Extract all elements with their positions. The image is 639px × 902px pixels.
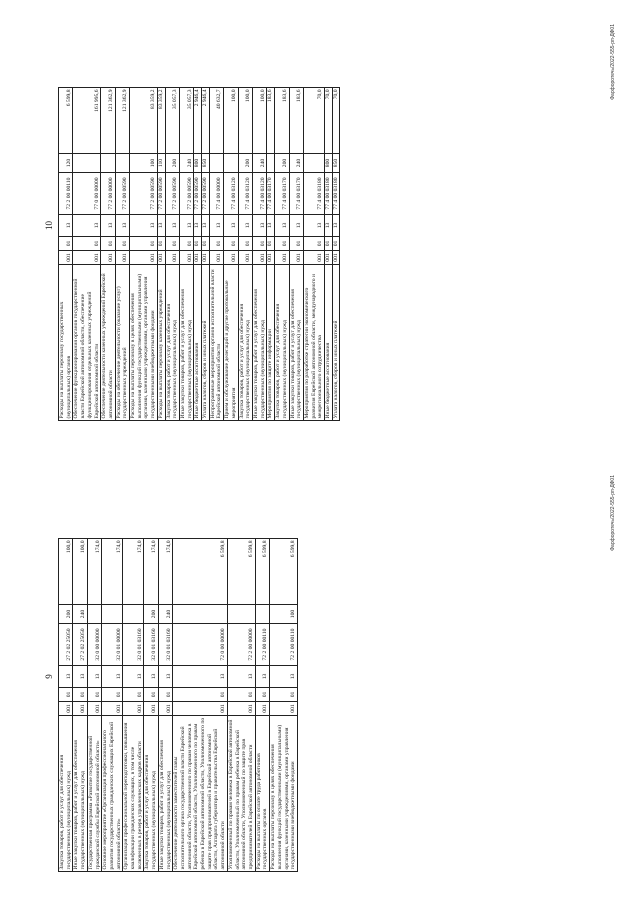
table-row <box>270 539 298 872</box>
section-cell: 01 <box>123 688 144 702</box>
amount-cell: 6 599,8 <box>227 539 255 605</box>
subsection-cell: 13 <box>173 666 228 688</box>
row-name-cell: Расходы на выплаты по оплате труда работников государственных органов <box>255 716 269 872</box>
code-cell: 001 <box>102 702 123 716</box>
expense-type-cell: 240 <box>252 154 266 173</box>
code-cell: 001 <box>73 251 101 265</box>
page-number: 9 <box>44 674 54 679</box>
code-cell: 001 <box>101 251 115 265</box>
row-name-cell: Расходы на обеспечение деятельности (оказание услуг) государственных учреждений <box>115 265 129 421</box>
section-cell: 01 <box>101 237 115 251</box>
expense-type-cell <box>102 605 123 624</box>
expense-type-cell <box>303 154 324 173</box>
target-article-cell: 27 2 02 25050 <box>73 624 87 666</box>
section-cell: 01 <box>173 688 228 702</box>
target-article-cell: 77 2 00 00590 <box>202 173 210 215</box>
row-name-cell: Закупка товаров, работ и услуг для обеспечения государственных (муниципальных) нужд <box>144 716 158 872</box>
expense-type-cell: 120 <box>59 154 73 173</box>
code-cell: 001 <box>202 251 210 265</box>
target-article-cell: 77 2 00 00590 <box>165 173 179 215</box>
subsection-cell: 13 <box>332 215 340 237</box>
target-article-cell: 72 2 00 00110 <box>255 624 269 666</box>
page-number: 10 <box>44 221 54 230</box>
subsection-cell: 13 <box>252 215 266 237</box>
table-row <box>130 88 158 421</box>
table-row <box>202 88 210 421</box>
code-cell: 001 <box>194 251 202 265</box>
table-row <box>289 88 303 421</box>
code-cell: 001 <box>123 702 144 716</box>
table-row <box>101 88 115 421</box>
subsection-cell: 13 <box>144 666 158 688</box>
expense-type-cell <box>123 605 144 624</box>
target-article-cell: 77 4 00 03120 <box>238 173 252 215</box>
code-cell: 001 <box>275 251 289 265</box>
table-row <box>224 88 238 421</box>
subsection-cell: 13 <box>59 666 73 688</box>
section-cell: 01 <box>255 688 269 702</box>
expense-type-cell: 110 <box>157 154 165 173</box>
code-cell: 001 <box>227 702 255 716</box>
table-row <box>59 88 73 421</box>
row-name-cell: Закупка товаров, работ и услуг для обеспечения государственных (муниципальных) нужд <box>59 716 73 872</box>
expense-type-cell <box>87 605 101 624</box>
table-row <box>173 539 228 872</box>
code-cell: 001 <box>87 702 101 716</box>
table-row <box>87 539 101 872</box>
row-name-cell: Мероприятия по защите информации <box>267 265 275 421</box>
expense-type-cell: 850 <box>332 154 340 173</box>
expense-type-cell: 240 <box>158 605 172 624</box>
row-name-cell: Закупка товаров, работ и услуг для обеспечения государственных (муниципальных) нужд <box>275 265 289 421</box>
section-cell: 01 <box>252 237 266 251</box>
expense-type-cell <box>115 154 129 173</box>
row-name-cell: Иные закупки товаров, работ и услуг для обеспечения государственных (муниципальных) нужд <box>158 716 172 872</box>
section-cell: 01 <box>59 237 73 251</box>
section-cell: 01 <box>275 237 289 251</box>
table-row <box>157 88 165 421</box>
code-cell: 001 <box>130 251 158 265</box>
section-cell: 01 <box>179 237 193 251</box>
code-cell: 001 <box>144 702 158 716</box>
amount-cell: 70,0 <box>325 88 333 154</box>
row-name-cell: Расходы на выплаты персоналу в целях обеспечения выполнения функций государственными (муниципальными) органами, казенными учреждениями, органами управления государственными внебюджетными фондами <box>270 716 298 872</box>
subsection-cell: 13 <box>123 666 144 688</box>
table-row <box>179 88 193 421</box>
row-name-cell: Иные закупки товаров, работ и услуг для обеспечения государственных (муниципальных) нужд <box>289 265 303 421</box>
code-cell: 001 <box>332 251 340 265</box>
row-name-cell: Иные бюджетные ассигнования <box>325 265 333 421</box>
code-cell: 001 <box>165 251 179 265</box>
code-cell: 001 <box>115 251 129 265</box>
section-cell: 01 <box>325 237 333 251</box>
row-name-cell: Прием и обслуживание делегаций и другие протокольные мероприятия <box>224 265 238 421</box>
row-name-cell: Иные бюджетные ассигнования <box>194 265 202 421</box>
target-article-cell: 77 4 00 03170 <box>275 173 289 215</box>
target-article-cell: 32 0 01 03160 <box>123 624 144 666</box>
table-row <box>227 539 255 872</box>
target-article-cell: 77 2 00 00590 <box>157 173 165 215</box>
table-row <box>165 88 179 421</box>
amount-cell: 6 599,8 <box>59 88 73 154</box>
code-cell: 001 <box>238 251 252 265</box>
amount-cell: 174,0 <box>158 539 172 605</box>
amount-cell: 174,0 <box>123 539 144 605</box>
section-cell: 01 <box>73 237 101 251</box>
row-name-cell: Государственная программа «Развитие государственной гражданской службы Еврейской автономной области» <box>87 716 101 872</box>
footer-code: Фарфоротечь/2022-555-рп-ДФ01 <box>610 24 616 100</box>
amount-cell: 174,0 <box>102 539 123 605</box>
target-article-cell: 77 4 00 03170 <box>289 173 303 215</box>
subsection-cell: 13 <box>59 215 73 237</box>
table-row <box>255 539 269 872</box>
table-row <box>267 88 275 421</box>
target-article-cell: 77 4 00 03170 <box>267 173 275 215</box>
target-article-cell: 72 2 00 00110 <box>270 624 298 666</box>
table-row <box>332 88 340 421</box>
expense-type-cell: 100 <box>270 605 298 624</box>
amount-cell: 100,0 <box>252 88 266 154</box>
subsection-cell: 13 <box>255 666 269 688</box>
row-name-cell: Мероприятия по разработке стратегии экономического развития Еврейской автономной области, международного и межрегионального сотрудничества <box>303 265 324 421</box>
section-cell: 01 <box>59 688 73 702</box>
target-article-cell: 32 0 01 03160 <box>158 624 172 666</box>
expense-type-cell: 850 <box>202 154 210 173</box>
amount-cell: 174,0 <box>144 539 158 605</box>
expense-type-cell: 240 <box>289 154 303 173</box>
table-row <box>194 88 202 421</box>
subsection-cell: 13 <box>227 666 255 688</box>
expense-type-cell <box>173 605 228 624</box>
section-cell: 01 <box>289 237 303 251</box>
expense-type-cell <box>255 605 269 624</box>
row-name-cell: Иные закупки товаров, работ и услуг для обеспечения государственных (муниципальных) нужд <box>73 716 87 872</box>
amount-cell: 100,0 <box>73 539 87 605</box>
code-cell: 001 <box>267 251 275 265</box>
section-cell: 01 <box>158 688 172 702</box>
section-cell: 01 <box>224 237 238 251</box>
amount-cell: 35 057,3 <box>179 88 193 154</box>
subsection-cell: 13 <box>157 215 165 237</box>
amount-cell: 121 362,9 <box>115 88 129 154</box>
section-cell: 01 <box>144 688 158 702</box>
amount-cell: 161 995,6 <box>73 88 101 154</box>
row-name-cell: Иные закупки товаров, работ и услуг для обеспечения государственных (муниципальных) нужд <box>179 265 193 421</box>
table-row <box>325 88 333 421</box>
expense-type-cell <box>267 154 275 173</box>
expense-type-cell <box>227 605 255 624</box>
section-cell: 01 <box>303 237 324 251</box>
row-name-cell: Основное мероприятие «Организация профессионального развития государственных гражданских служащих Еврейской автономной области» <box>102 716 123 872</box>
row-name-cell: Расходы на выплаты персоналу казенных учреждений <box>157 265 165 421</box>
section-cell: 01 <box>115 237 129 251</box>
expense-type-cell: 200 <box>59 605 73 624</box>
amount-cell: 100,0 <box>238 88 252 154</box>
target-article-cell: 77 4 00 03180 <box>332 173 340 215</box>
row-name-cell: Закупка товаров, работ и услуг для обеспечения государственных (муниципальных) нужд <box>238 265 252 421</box>
target-article-cell: 72 2 00 00000 <box>227 624 255 666</box>
subsection-cell: 13 <box>275 215 289 237</box>
subsection-cell: 13 <box>238 215 252 237</box>
code-cell: 001 <box>158 702 172 716</box>
subsection-cell: 13 <box>158 666 172 688</box>
amount-cell: 183,6 <box>267 88 275 154</box>
amount-cell: 100,0 <box>59 539 73 605</box>
code-cell: 001 <box>255 702 269 716</box>
table-row <box>102 539 123 872</box>
section-cell: 01 <box>267 237 275 251</box>
expense-type-cell <box>209 154 223 173</box>
expense-type-cell: 200 <box>238 154 252 173</box>
table-row <box>73 88 101 421</box>
amount-cell: 6 599,8 <box>173 539 228 605</box>
amount-cell: 70,0 <box>303 88 324 154</box>
amount-cell: 174,0 <box>87 539 101 605</box>
expense-type-cell: 200 <box>144 605 158 624</box>
row-name-cell: Обеспечение деятельности заместителей главы исполнительного органа государственной власти Еврейской автономной области, Уполномоченного по правам человека в Еврейской автономной области, Уполномоченного по правам ребенка в Еврейской автономной области, Уполномоченного по защите прав предпринимателей в Еврейской автономной области, Аппарата губернатора и правительства Еврейской автономной области <box>173 716 228 872</box>
code-cell: 001 <box>303 251 324 265</box>
page-left <box>0 451 639 902</box>
code-cell: 001 <box>173 702 228 716</box>
table-row <box>158 539 172 872</box>
section-cell: 01 <box>194 237 202 251</box>
subsection-cell: 13 <box>102 666 123 688</box>
section-cell: 01 <box>73 688 87 702</box>
subsection-cell: 13 <box>303 215 324 237</box>
row-name-cell: Организация профессиональной переподготовки, повышения квалификации гражданских служащих, в том числе включенных в резерв управленческих кадров области <box>123 716 144 872</box>
expense-type-cell: 800 <box>325 154 333 173</box>
code-cell: 001 <box>289 251 303 265</box>
table-row <box>275 88 289 421</box>
expense-type-cell <box>101 154 115 173</box>
table-row <box>238 88 252 421</box>
amount-cell: 2 946,4 <box>202 88 210 154</box>
row-name-cell: Непрограммные мероприятия органов исполнительной власти Еврейской автономной области <box>209 265 223 421</box>
footer-code: Фарфоротечь/2022-555-рп-ДФ01 <box>610 475 616 551</box>
table-row <box>73 539 87 872</box>
code-cell: 001 <box>179 251 193 265</box>
target-article-cell: 77 2 00 00590 <box>194 173 202 215</box>
subsection-cell: 13 <box>73 215 101 237</box>
target-article-cell: 27 2 02 25050 <box>59 624 73 666</box>
section-cell: 01 <box>157 237 165 251</box>
subsection-cell: 13 <box>73 666 87 688</box>
section-cell: 01 <box>227 688 255 702</box>
subsection-cell: 13 <box>224 215 238 237</box>
target-article-cell: 77 2 00 00590 <box>115 173 129 215</box>
subsection-cell: 13 <box>202 215 210 237</box>
subsection-cell: 13 <box>325 215 333 237</box>
amount-cell: 83 359,2 <box>157 88 165 154</box>
code-cell: 001 <box>325 251 333 265</box>
subsection-cell: 13 <box>179 215 193 237</box>
row-name-cell: Закупка товаров, работ и услуг для обеспечения государственных (муниципальных) нужд <box>165 265 179 421</box>
row-name-cell: Уполномоченный по правам человека в Еврейской автономной области, Уполномоченный по правам ребенка в Еврейской автономной области, Уполномоченный по защите прав предпринимателей в Еврейской автономной области <box>227 716 255 872</box>
code-cell: 001 <box>73 702 87 716</box>
section-cell: 01 <box>165 237 179 251</box>
subsection-cell: 13 <box>209 215 223 237</box>
table-row <box>123 539 144 872</box>
amount-cell: 40 632,7 <box>209 88 223 154</box>
section-cell: 01 <box>130 237 158 251</box>
subsection-cell: 13 <box>267 215 275 237</box>
row-name-cell: Обеспечение деятельности казенных учреждений Еврейской автономной области <box>101 265 115 421</box>
target-article-cell: 77 4 00 03120 <box>252 173 266 215</box>
row-name-cell: Обеспечение функционирования органов государственной власти Еврейской автономной области, обеспечение функционирования отдельных казенных учреждений Еврейской автономной области <box>73 265 101 421</box>
expense-type-cell: 800 <box>194 154 202 173</box>
target-article-cell: 72 0 00 00000 <box>173 624 228 666</box>
table-row <box>59 539 73 872</box>
expense-type-cell <box>224 154 238 173</box>
row-name-cell: Расходы на выплаты персоналу в целях обеспечения выполнения функций государственными (муниципальными) органами, казенными учреждениями, органами управления государственными внебюджетными фондами <box>130 265 158 421</box>
target-article-cell: 32 0 00 00000 <box>87 624 101 666</box>
row-name-cell: Расходы на выплаты персоналу государственных (муниципальных) органов <box>59 265 73 421</box>
target-article-cell: 72 2 00 00110 <box>59 173 73 215</box>
subsection-cell: 13 <box>101 215 115 237</box>
section-cell: 01 <box>102 688 123 702</box>
section-cell: 01 <box>270 688 298 702</box>
expense-type-cell: 100 <box>130 154 158 173</box>
amount-cell: 121 362,9 <box>101 88 115 154</box>
amount-cell: 100,0 <box>224 88 238 154</box>
expense-type-cell: 200 <box>275 154 289 173</box>
code-cell: 001 <box>59 702 73 716</box>
section-cell: 01 <box>332 237 340 251</box>
target-article-cell: 77 0 00 00000 <box>73 173 101 215</box>
table-row <box>252 88 266 421</box>
subsection-cell: 13 <box>87 666 101 688</box>
expense-type-cell: 200 <box>165 154 179 173</box>
row-name-cell: Уплата налогов, сборов и иных платежей <box>202 265 210 421</box>
subsection-cell: 13 <box>270 666 298 688</box>
expense-type-cell: 240 <box>73 605 87 624</box>
subsection-cell: 13 <box>289 215 303 237</box>
code-cell: 001 <box>224 251 238 265</box>
amount-cell: 6 599,8 <box>270 539 298 605</box>
subsection-cell: 13 <box>115 215 129 237</box>
code-cell: 001 <box>209 251 223 265</box>
amount-cell: 70,0 <box>332 88 340 154</box>
target-article-cell: 77 4 00 00000 <box>209 173 223 215</box>
section-cell: 01 <box>209 237 223 251</box>
expense-type-cell <box>73 154 101 173</box>
target-article-cell: 32 0 01 03160 <box>144 624 158 666</box>
section-cell: 01 <box>238 237 252 251</box>
code-cell: 001 <box>157 251 165 265</box>
target-article-cell: 32 0 01 00000 <box>102 624 123 666</box>
section-cell: 01 <box>202 237 210 251</box>
amount-cell: 2 946,4 <box>194 88 202 154</box>
table-row <box>144 539 158 872</box>
budget-table <box>58 87 340 421</box>
row-name-cell: Уплата налогов, сборов и иных платежей <box>332 265 340 421</box>
amount-cell: 6 599,8 <box>255 539 269 605</box>
row-name-cell: Иные закупки товаров, работ и услуг для обеспечения государственных (муниципальных) нужд <box>252 265 266 421</box>
amount-cell: 35 057,3 <box>165 88 179 154</box>
table-row <box>303 88 324 421</box>
code-cell: 001 <box>270 702 298 716</box>
target-article-cell: 77 2 00 00590 <box>179 173 193 215</box>
code-cell: 001 <box>252 251 266 265</box>
budget-table <box>58 538 298 872</box>
subsection-cell: 13 <box>130 215 158 237</box>
target-article-cell: 77 4 00 03120 <box>224 173 238 215</box>
table-row <box>115 88 129 421</box>
code-cell: 001 <box>59 251 73 265</box>
target-article-cell: 77 4 00 03180 <box>303 173 324 215</box>
section-cell: 01 <box>87 688 101 702</box>
target-article-cell: 77 2 00 00590 <box>130 173 158 215</box>
amount-cell: 183,6 <box>289 88 303 154</box>
amount-cell: 183,6 <box>275 88 289 154</box>
expense-type-cell: 240 <box>179 154 193 173</box>
subsection-cell: 13 <box>194 215 202 237</box>
target-article-cell: 77 2 00 00000 <box>101 173 115 215</box>
target-article-cell: 77 4 00 03180 <box>325 173 333 215</box>
table-row <box>209 88 223 421</box>
amount-cell: 83 359,2 <box>130 88 158 154</box>
subsection-cell: 13 <box>165 215 179 237</box>
